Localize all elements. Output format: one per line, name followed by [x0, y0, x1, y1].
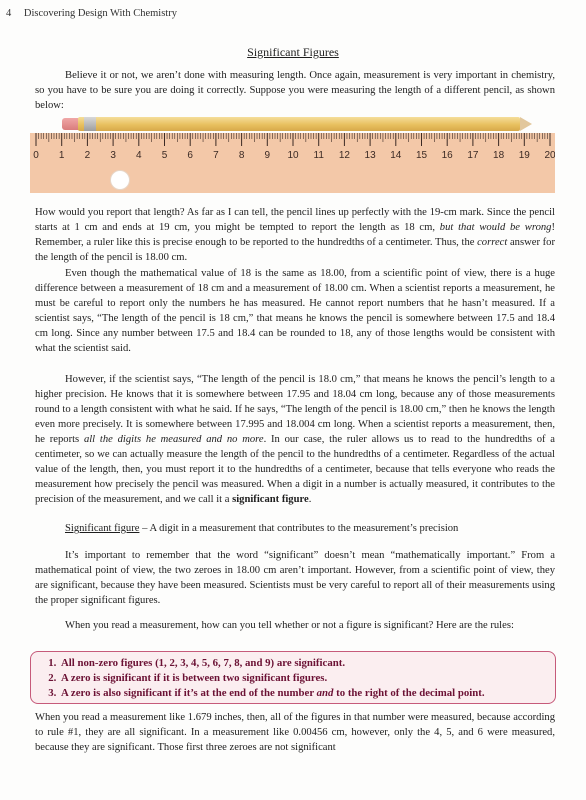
ruler-number: 12 — [338, 150, 350, 161]
running-header — [6, 8, 177, 19]
rules-intro-paragraph: When you read a measurement, how can you tell whether or not a figure is significant? Here are the rules: — [65, 620, 514, 631]
ruler-number: 11 — [313, 150, 324, 161]
definition-text: – A digit in a measurement that contributes to the measurement’s precision — [139, 523, 459, 534]
rule-1: 1. All non-zero figures (1, 2, 3, 4, 5, 6, 7, 8, and 9) are significant. — [59, 656, 555, 671]
rules-box — [30, 651, 556, 704]
ruler-number: 20 — [544, 150, 555, 161]
ruler-number: 8 — [238, 150, 245, 161]
ruler-number: 6 — [187, 150, 193, 161]
ruler-number: 0 — [33, 150, 39, 161]
section-title: Significant Figures — [247, 45, 339, 59]
definition-significant-figure — [65, 523, 458, 534]
meaning-paragraph: It’s important to remember that the word “significant” doesn’t mean “mathematically important.” From a mathematical point of view, the two zeroes in 18.00 cm aren’t important. However, from a scientific point of view, they are significant, because they have been measured. Scientists must be very careful to report all of their measurements using the proper significant figures. — [35, 550, 555, 606]
higher-precision-paragraph: However, if the scientist says, “The length of the pencil is 18.0 cm,” that means he knows the pencil’s length to a higher precision. He knows that it is somewhere between 17.95 and 18.04 cm long, because any of those measurements round to a length consistent with what he said. If he says, “The length of the pencil is 18.00 cm,” then he knows the length even more precisely. It is somewhere between 17.995 and 18.004 cm long. When a scientist reports a measurement, then, he reports all the digits he measured and no more. In our case, the ruler allows us to read to the hundredths of a centimeter, so we can actually measure the length of the pencil to the hundredths of a centimeter. Regardless of the actual value of the length, then, you must report it to the hundredths of a centimeter, because that tells everyone who reads the measurement how precisely the pencil was measured. When a digit in a number is actually measured, it contributes to the precision of the measurement, and we call it a significant figure. — [35, 374, 555, 505]
ruler-number: 16 — [441, 150, 453, 161]
rule-2: 2. A zero is significant if it is between two significant figures. — [59, 671, 555, 686]
ruler-number: 17 — [467, 150, 479, 161]
ruler-number: 2 — [84, 150, 91, 161]
ruler-number: 19 — [518, 150, 530, 161]
pencil-image — [78, 117, 520, 131]
ruler-number: 9 — [264, 150, 271, 161]
precision-paragraph: Even though the mathematical value of 18 is the same as 18.00, from a scientific point of view, there is a huge difference between a measurement of 18 cm and a measurement of 18.00 cm. When a scientist reports a measurement, he must be careful to report only the numbers he has measured. He cannot report numbers that he hasn’t measured. If a scientist says, “The length of the pencil is 18 cm,” that means he knows the pencil is somewhere between 17.5 and 18.4 cm long. Since any number between 17.5 and 18.4 can be rounded to 18, any of those lengths would be consistent with what the scientist said. — [35, 268, 555, 354]
length-paragraph: How would you report that length? As far as I can tell, the pencil lines up perfectly with the 19-cm mark. Since the pencil starts at 1 cm and ends at 19 cm, you might be tempted to report the length as 18 cm, but that would be wrong! Remember, a ruler like this is precise enough to be reported to the hundredths of a centimeter. Thus, the correct answer for the length of the pencil is 18.00 cm. — [35, 207, 555, 263]
example-paragraph: When you read a measurement like 1.679 inches, then, all of the figures in that number were measured, because according to rule #1, they are all significant. In a measurement like 0.00456 cm, however, only the 4, 5, and 6 were measured, because they are significant. Those first three zeroes are not significant — [35, 712, 555, 753]
pencil-ferrule — [84, 117, 96, 131]
binder-hole — [110, 170, 130, 190]
ruler-number: 15 — [415, 150, 428, 161]
ruler-number: 1 — [58, 150, 65, 161]
ruler-image — [30, 133, 555, 193]
ruler-number: 14 — [390, 150, 402, 161]
intro-paragraph: Believe it or not, we aren’t done with measuring length. Once again, measurement is very important in chemistry, so you have to be sure you are doing it correctly. Suppose you were measuring the length of a different pencil, as shown below: — [35, 70, 555, 111]
ruler-number: 7 — [213, 150, 219, 161]
ruler-number: 18 — [493, 150, 505, 161]
ruler-number: 5 — [161, 150, 168, 161]
ruler-number: 4 — [136, 150, 142, 161]
ruler-number: 3 — [110, 150, 116, 161]
pencil-tip — [520, 117, 532, 131]
definition-term: Significant figure — [65, 523, 140, 534]
page-number: 4 — [6, 8, 12, 19]
rule-3: 3. A zero is also significant if it’s at the end of the number and to the right of the decimal point. — [59, 686, 555, 701]
ruler-scale — [30, 133, 555, 193]
book-title: Discovering Design With Chemistry — [23, 8, 177, 19]
ruler-number: 10 — [287, 150, 299, 161]
ruler-number: 13 — [364, 150, 376, 161]
